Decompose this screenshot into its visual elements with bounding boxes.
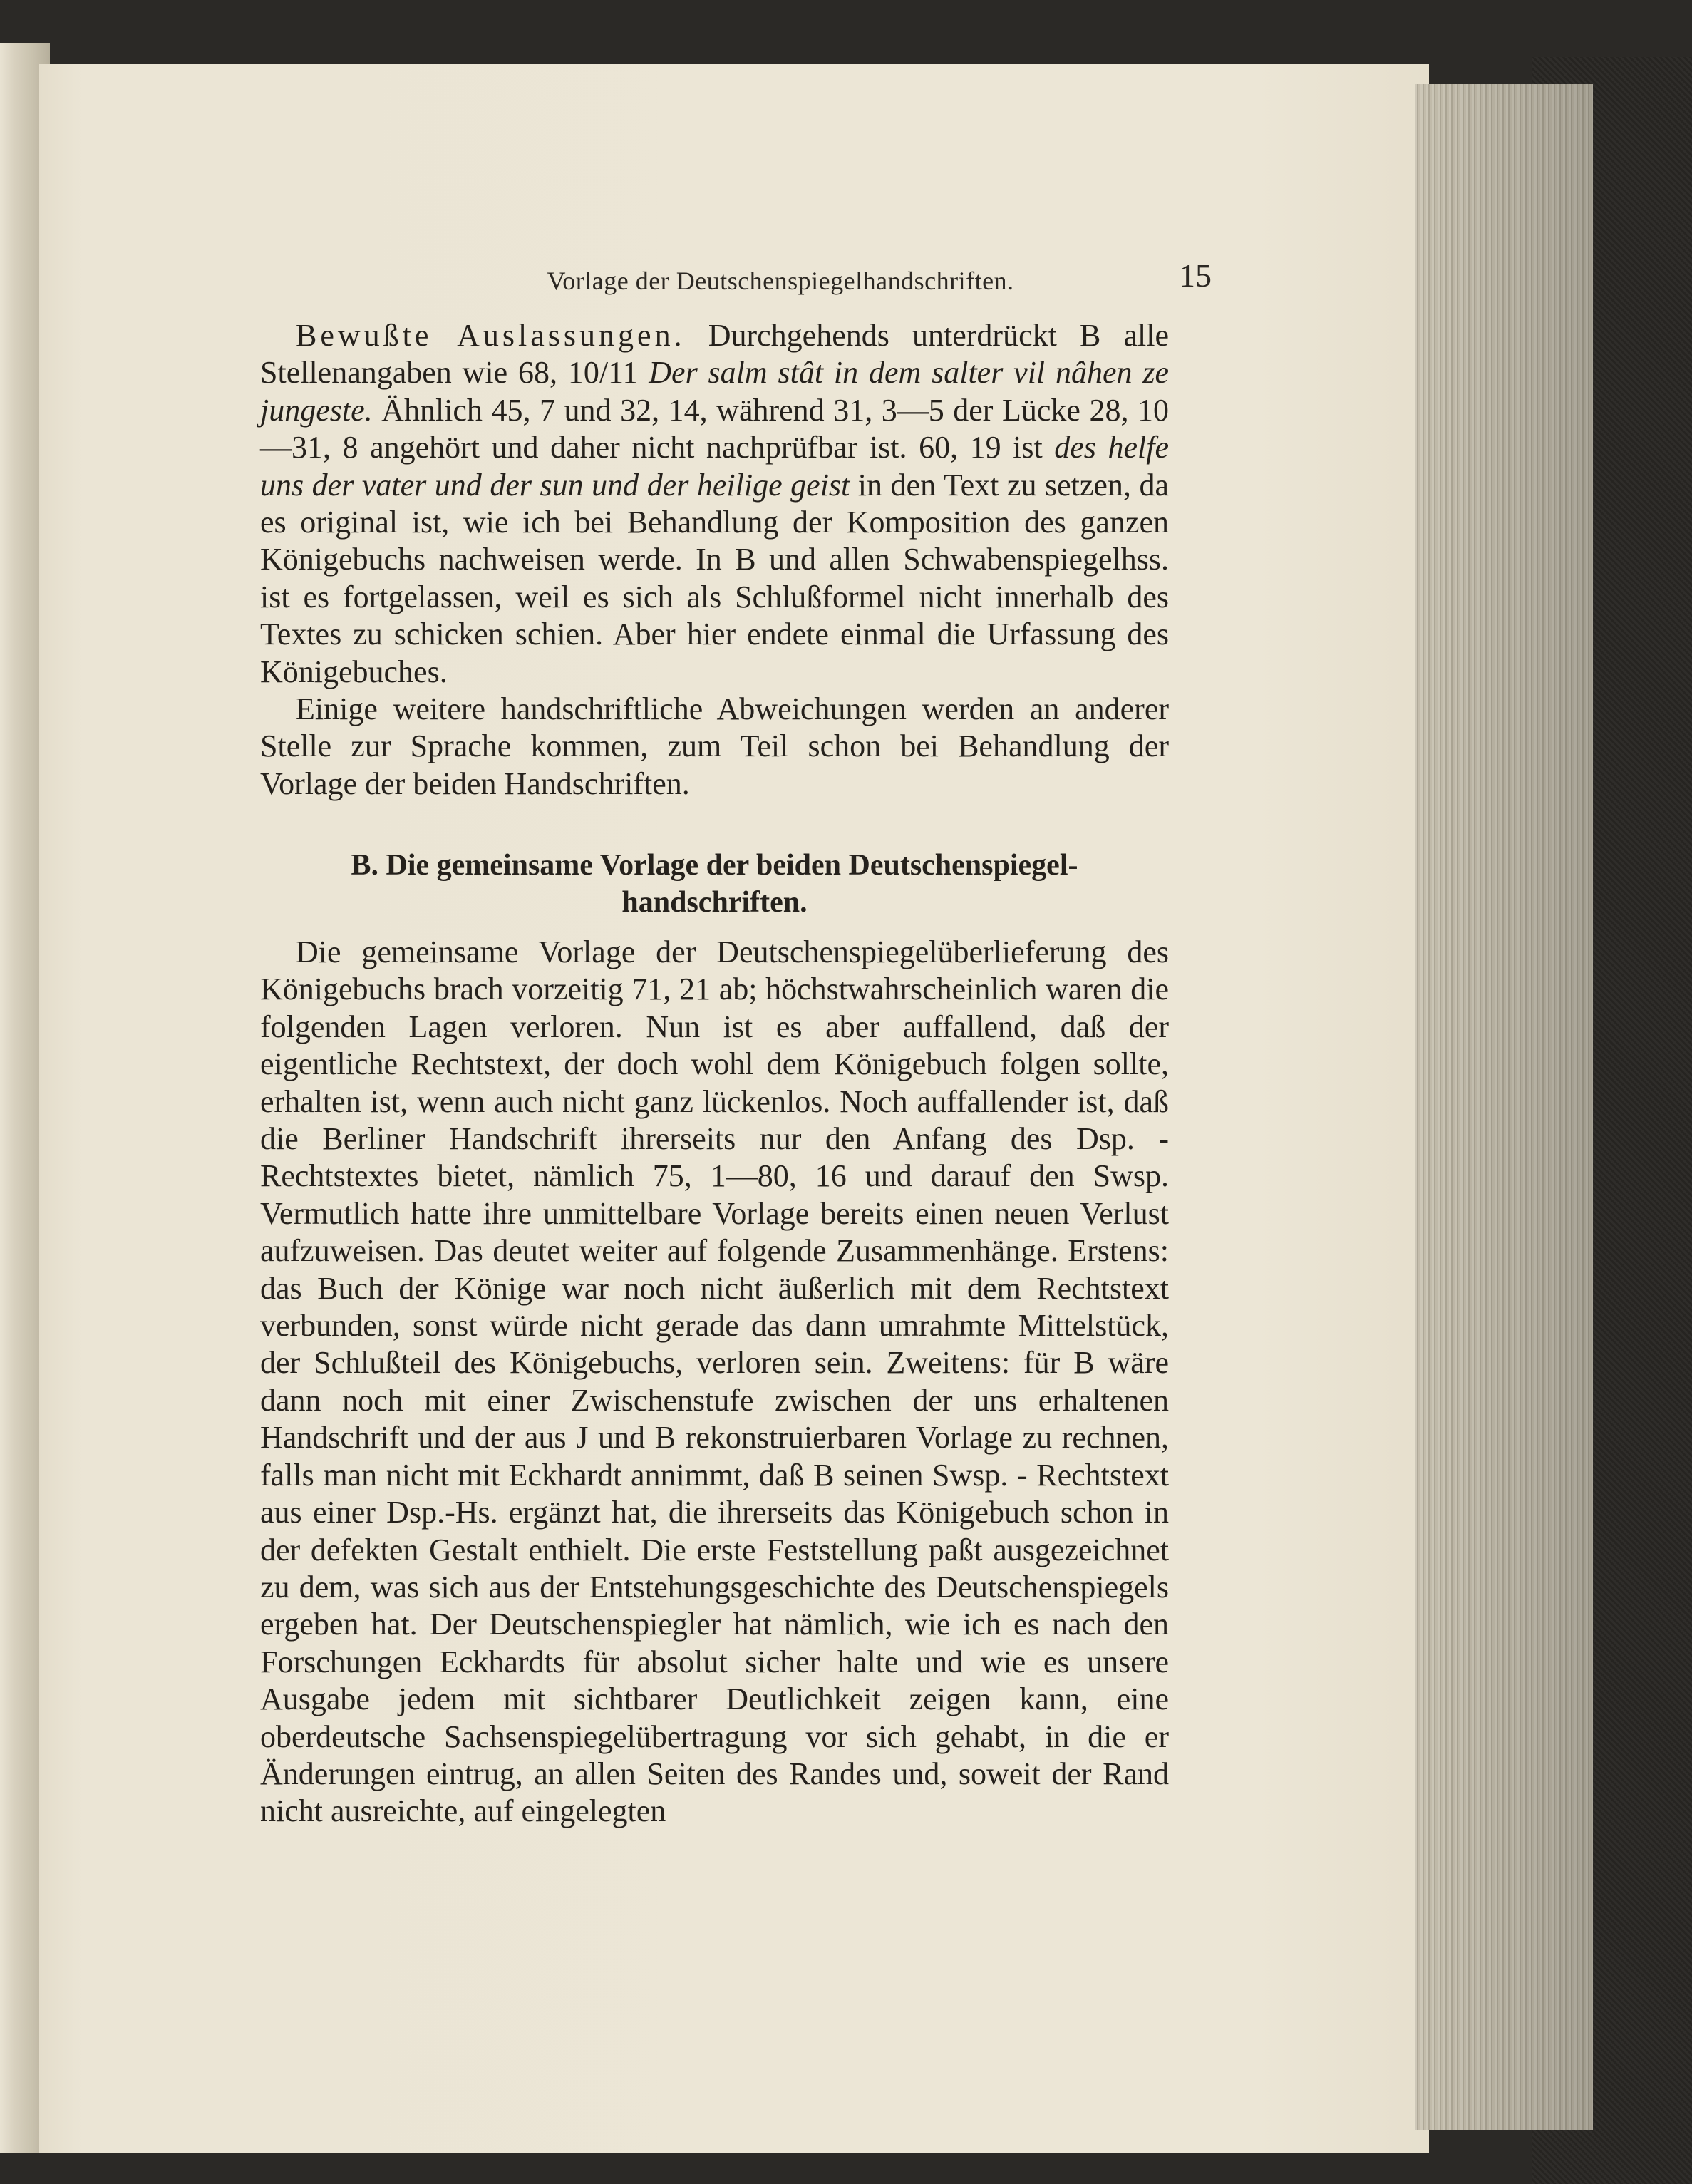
quotation: des helfe uns der vater und der sun und der heilige geist (260, 430, 1169, 503)
running-head (299, 253, 1226, 303)
fore-edge-shadow (1415, 84, 1593, 2130)
page-number: 15 (1179, 257, 1212, 294)
quotation: Der salm stât in dem salter vil nâhen ze jungeste. (260, 355, 1169, 428)
text-block-upper (260, 317, 1169, 803)
paragraph-text: Durchgehends unterdrückt B alle Stellenangaben wie 68, 10/11 (260, 318, 1169, 391)
text-block-lower (260, 934, 1169, 1830)
section-heading (260, 847, 1169, 921)
paragraph-bewusste-auslassungen (260, 317, 1169, 691)
paragraph-text: Ähnlich 45, 7 und 32, 14, während 31, 3—5 der Lücke 28, 10—31, 8 angehört und daher nicht nachprüfbar ist. 60, 19 ist (260, 392, 1169, 465)
running-head-title: Vorlage der Deutschenspiegelhandschriften. (547, 267, 1014, 295)
paragraph-lead: Bewußte Auslassungen. (296, 318, 686, 353)
paragraph-gemeinsame-vorlage: Die gemeinsame Vorlage der Deutschenspiegelüberlieferung des Königebuchs brach vorzeitig 71, 21 ab; höchstwahrscheinlich waren die folgenden Lagen verloren. Nun ist es aber auffallend, daß der eigentliche Rechtstext, der doch wohl dem Königebuch folgen sollte, erhalten ist, wenn auch nicht ganz lückenlos. Noch auffallender ist, daß die Berliner Handschrift ihrerseits nur den Anfang des Dsp. - Rechtstextes bietet, nämlich 75, 1—80, 16 und darauf den Swsp. Vermutlich hatte ihre unmittelbare Vorlage bereits einen neuen Verlust aufzuweisen. Das deutet weiter auf folgende Zusammenhänge. Erstens: das Buch der Könige war noch nicht äußerlich mit dem Rechtstext verbunden, sonst würde nicht gerade das dann umrahmte Mittelstück, der Schlußteil des Königebuchs, verloren sein. Zweitens: für B wäre dann noch mit einer Zwischenstufe zwischen der uns erhaltenen Handschrift und der aus J und B rekonstruierbaren Vorlage zu rechnen, falls man nicht mit Eckhardt annimmt, daß B seinen Swsp. - Rechtstext aus einer Dsp.-Hs. ergänzt hat, die ihrerseits das Königebuch schon in der defekten Gestalt enthielt. Die erste Feststellung paßt ausgezeichnet zu dem, was sich aus der Entstehungsgeschichte des Deutschenspiegels ergeben hat. Der Deutschenspiegler hat nämlich, wie ich es nach den Forschungen Eckhardts für absolut sicher halte und wie es unsere Ausgabe jedem mit sichtbarer Deutlichkeit zeigen kann, eine oberdeutsche Sachsenspiegelübertragung vor sich gehabt, in die er Änderungen eintrug, an allen Seiten des Randes und, soweit der Rand nicht ausreichte, auf eingelegten (260, 934, 1169, 1829)
paragraph-weitere-abweichungen: Einige weitere handschriftliche Abweichungen werden an anderer Stelle zur Sprache kommen, zum Teil schon bei Behandlung der Vorlage der beiden Handschriften. (260, 691, 1169, 801)
section-heading-line: B. Die gemeinsame Vorlage der beiden Deutschenspiegel- (351, 849, 1078, 882)
section-heading-line: handschriften. (621, 886, 808, 919)
paragraph-text: in den Text zu setzen, da es original ist, wie ich bei Behandlung der Komposition des ganzen Königebuchs nachweisen werde. In B und allen Schwabenspiegelhss. ist es fortgelassen, weil es sich als Schlußformel nicht innerhalb des Textes zu schicken schien. Aber hier endete einmal die Urfassung des Königebuches. (260, 467, 1169, 689)
